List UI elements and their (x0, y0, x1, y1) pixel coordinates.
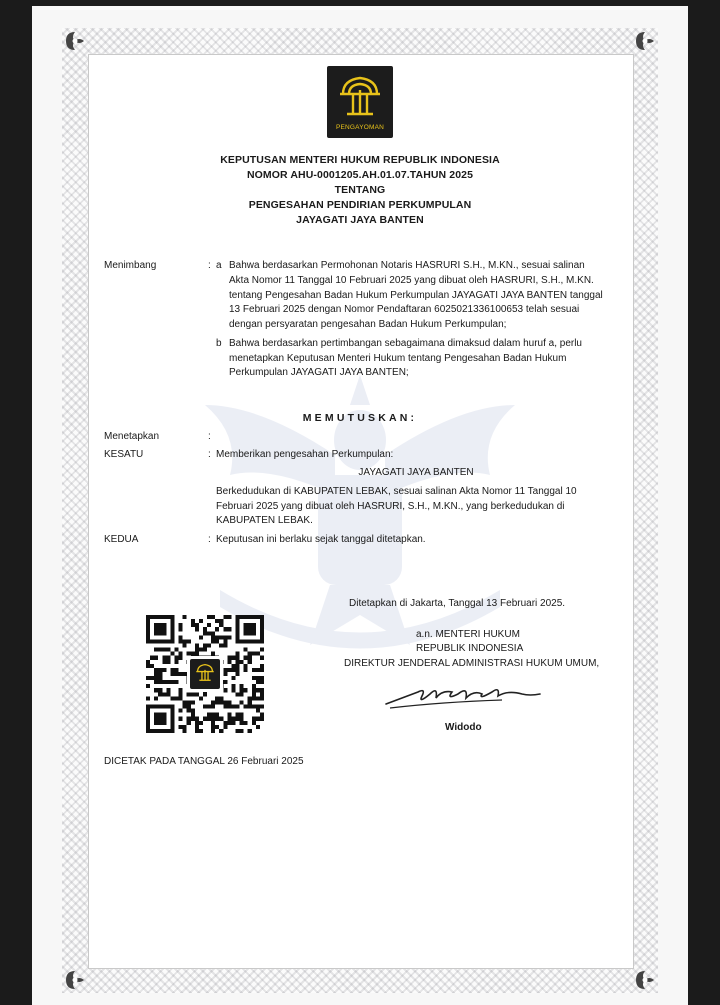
decree-subject: PENGESAHAN PENDIRIAN PERKUMPULAN (248, 199, 472, 211)
corner-ornament-icon (62, 967, 88, 993)
clause-b-line: Bahwa berdasarkan pertimbangan sebagaimana dimaksud dalam huruf a, perlu (229, 338, 582, 349)
clause-b-marker: b (216, 338, 222, 349)
decree-number: NOMOR AHU-0001205.AH.01.07.TAHUN 2025 (246, 169, 474, 181)
menetapkan-label: Menetapkan (104, 431, 160, 442)
kesatu-line: KABUPATEN LEBAK. (216, 515, 313, 526)
pengayoman-logo (327, 66, 393, 138)
corner-ornament-icon (62, 28, 88, 54)
logo-caption: PENGAYOMAN (335, 124, 385, 131)
place-date: Ditetapkan di Jakarta, Tanggal 13 Februari 2025. (349, 598, 566, 609)
clause-a-line: tentang Pengesahan Badan Hukum Perkumpulan JAYAGATI JAYA BANTEN tanggal (229, 290, 603, 301)
memutuskan-heading: MEMUTUSKAN: (302, 412, 418, 424)
clause-a-marker: a (216, 260, 222, 271)
clause-a-line: dengan persyaratan pengesahan Badan Hukum Perkumpulan; (229, 319, 507, 330)
organization-name: JAYAGATI JAYA BANTEN (358, 467, 474, 478)
signatory-an: a.n. MENTERI HUKUM (416, 629, 520, 640)
handwritten-signature (382, 672, 542, 712)
menimbang-label: Menimbang (104, 260, 157, 271)
kesatu-line: Berkedudukan di KABUPATEN LEBAK, sesuai salinan Akta Nomor 11 Tanggal 10 (216, 486, 577, 497)
clause-a-line: Bahwa berdasarkan Permohonan Notaris HASRURI S.H., M.KN., sesuai salinan (229, 260, 585, 271)
corner-ornament-icon (632, 967, 658, 993)
organization-name-heading: JAYAGATI JAYA BANTEN (296, 214, 424, 226)
qr-code (146, 615, 264, 733)
qr-center-logo (187, 656, 223, 692)
menimbang-colon: : (208, 260, 211, 271)
signatory-position: DIREKTUR JENDERAL ADMINISTRASI HUKUM UMUM, (344, 658, 600, 669)
corner-ornament-icon (632, 28, 658, 54)
kesatu-line: Februari 2025 yang dibuat oleh HASRURI, S.H., M.KN., yang berkedudukan di (216, 501, 565, 512)
clause-a-line: Akta Nomor 11 Tanggal 10 Februari 2025 yang dibuat oleh HASRURI, S.H., M.KN. (229, 275, 594, 286)
clause-a-line: 13 Februari 2025 dengan Nomor Pendaftaran 6025021336100653 telah sesuai (229, 304, 580, 315)
clause-b-line: Perkumpulan JAYAGATI JAYA BANTEN; (229, 367, 409, 378)
decree-about: TENTANG (334, 184, 386, 196)
pengayoman-tree-icon (335, 72, 385, 118)
kesatu-text: Memberikan pengesahan Perkumpulan: (216, 449, 394, 460)
kedua-colon: : (208, 534, 211, 545)
kedua-text: Keputusan ini berlaku sejak tanggal ditetapkan. (216, 534, 426, 545)
signatory-country: REPUBLIK INDONESIA (416, 643, 524, 654)
signatory-name: Widodo (445, 722, 482, 733)
kesatu-label: KESATU (104, 449, 144, 460)
pengayoman-tree-icon (194, 662, 216, 682)
menetapkan-colon: : (208, 431, 211, 442)
kesatu-colon: : (208, 449, 211, 460)
clause-b-line: menetapkan Keputusan Menteri Hukum tentang Pengesahan Badan Hukum (229, 353, 567, 364)
printed-date: DICETAK PADA TANGGAL 26 Februari 2025 (104, 756, 304, 767)
decree-title: KEPUTUSAN MENTERI HUKUM REPUBLIK INDONESIA (220, 154, 500, 166)
kedua-label: KEDUA (104, 534, 139, 545)
